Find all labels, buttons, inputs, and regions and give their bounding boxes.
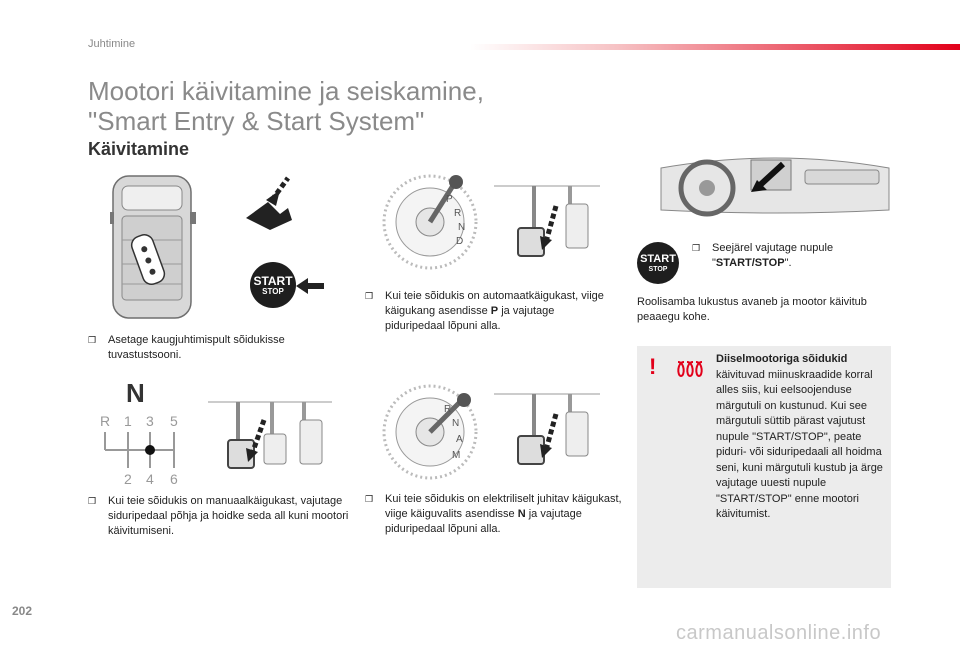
gear-electric-r: R bbox=[444, 404, 452, 415]
diesel-note-box bbox=[637, 346, 891, 588]
gear-electric-m: M bbox=[452, 450, 461, 461]
step-automatic-gear: P bbox=[490, 305, 499, 317]
brake-pedal-illustration-electric bbox=[494, 392, 600, 472]
gear-manual-5: 5 bbox=[170, 413, 178, 429]
gear-auto-n: N bbox=[458, 222, 466, 233]
step-keyfob-text: Asetage kaugjuhtimispult sõidukisse tuvastustsooni. bbox=[108, 334, 285, 361]
gear-auto-d: D bbox=[456, 236, 464, 247]
checkbox-bullet-icon: ❒ bbox=[88, 335, 97, 345]
step-press-button-name: START/STOP bbox=[715, 257, 785, 269]
page-title-line2: "Smart Entry & Start System" bbox=[88, 106, 425, 136]
start-stop-button-icon bbox=[250, 262, 296, 308]
gear-manual-1: 1 bbox=[124, 413, 132, 429]
checkbox-bullet-icon: ❒ bbox=[365, 291, 374, 301]
gear-manual-2: 2 bbox=[124, 471, 132, 486]
diesel-note-text bbox=[716, 352, 884, 523]
start-label: START bbox=[253, 273, 293, 288]
glow-plug-icon bbox=[675, 358, 707, 380]
start-stop-button-icon-right bbox=[637, 242, 679, 284]
gear-electric-a: A bbox=[456, 434, 463, 445]
stop-label: STOP bbox=[262, 286, 284, 296]
stop-label-right: STOP bbox=[648, 265, 668, 273]
header-accent-bar bbox=[470, 44, 960, 50]
page-number: 202 bbox=[12, 604, 33, 618]
start-label-right: START bbox=[640, 252, 676, 265]
brake-pedal-illustration-auto bbox=[494, 184, 600, 264]
step-keyfob bbox=[88, 333, 328, 363]
checkbox-bullet-icon: ❒ bbox=[365, 494, 374, 504]
step-press-start bbox=[692, 241, 872, 271]
step-press-text-c: ". bbox=[784, 257, 792, 269]
checkbox-bullet-icon: ❒ bbox=[88, 496, 97, 506]
section-label: Juhtimine bbox=[88, 38, 136, 50]
step-automatic-text-c: ja vajutage piduripedaal lõpuni alla. bbox=[385, 305, 555, 332]
step-automatic bbox=[365, 289, 605, 334]
diesel-note-body: käivituvad miinuskraadide korral alles siis, kui eelsoojenduse märgutuli on kustunud. Kui see märgutuli süttib pärast vajutust nupule "START/STOP", peate piduri- või siduripedaali all hoidma seni, kuni märgutuli kustub ja ärge vajutage uuesti nupule "START/STOP" enne mootori käivitumist. bbox=[716, 368, 883, 520]
gear-manual-selected: N bbox=[126, 380, 145, 408]
gear-auto-r: R bbox=[454, 208, 462, 219]
page-title-line1: Mootori käivitamine ja seiskamine, bbox=[88, 76, 484, 106]
step-electric-gear: N bbox=[517, 508, 526, 520]
watermark: carmanualsonline.info bbox=[676, 622, 882, 644]
gear-auto-p: P bbox=[446, 194, 453, 205]
gear-manual-r: R bbox=[100, 413, 111, 429]
gear-manual-3: 3 bbox=[146, 413, 154, 429]
electric-gearbox-illustration bbox=[380, 382, 480, 482]
step-manual-text: Kui teie sõidukis on manuaalkäigukast, vajutage siduripedaal põhja ja hoidke seda all kuni mootori käivitumiseni. bbox=[108, 495, 349, 537]
manual-gear-pattern-illustration bbox=[100, 380, 190, 486]
step-electric-text-a: Kui teie sõidukis on elektriliselt juhitav käigukast, viige käiguvalits asendisse bbox=[385, 493, 622, 520]
gear-electric-n: N bbox=[452, 418, 460, 429]
step-electric-text-c: ja vajutage piduripedaal lõpuni alla. bbox=[385, 508, 582, 535]
checkbox-bullet-icon: ❒ bbox=[692, 243, 701, 253]
step-press-text-a: Seejärel vajutage nupule " bbox=[712, 242, 834, 269]
diesel-note-heading: Diiselmootoriga sõidukid bbox=[716, 353, 848, 365]
car-topview-illustration bbox=[110, 172, 200, 322]
exclamation-icon: ! bbox=[649, 354, 657, 379]
clutch-pedal-illustration bbox=[208, 400, 332, 476]
foot-press-icon bbox=[240, 172, 300, 236]
section-subtitle: Käivitamine bbox=[88, 139, 190, 159]
step-automatic-text-a: Kui teie sõidukis on automaatkäigukast, viige käigukang asendisse bbox=[385, 290, 604, 317]
step-manual bbox=[88, 494, 350, 539]
gear-manual-4: 4 bbox=[146, 471, 154, 486]
page-title bbox=[88, 76, 484, 136]
automatic-gearbox-illustration bbox=[380, 172, 480, 272]
info-text: Roolisamba lukustus avaneb ja mootor käivitub peaaegu kohe. bbox=[637, 296, 867, 323]
dashboard-illustration bbox=[655, 150, 895, 218]
arrow-left-icon bbox=[296, 278, 324, 294]
step-electric bbox=[365, 492, 627, 537]
gear-manual-6: 6 bbox=[170, 471, 178, 486]
